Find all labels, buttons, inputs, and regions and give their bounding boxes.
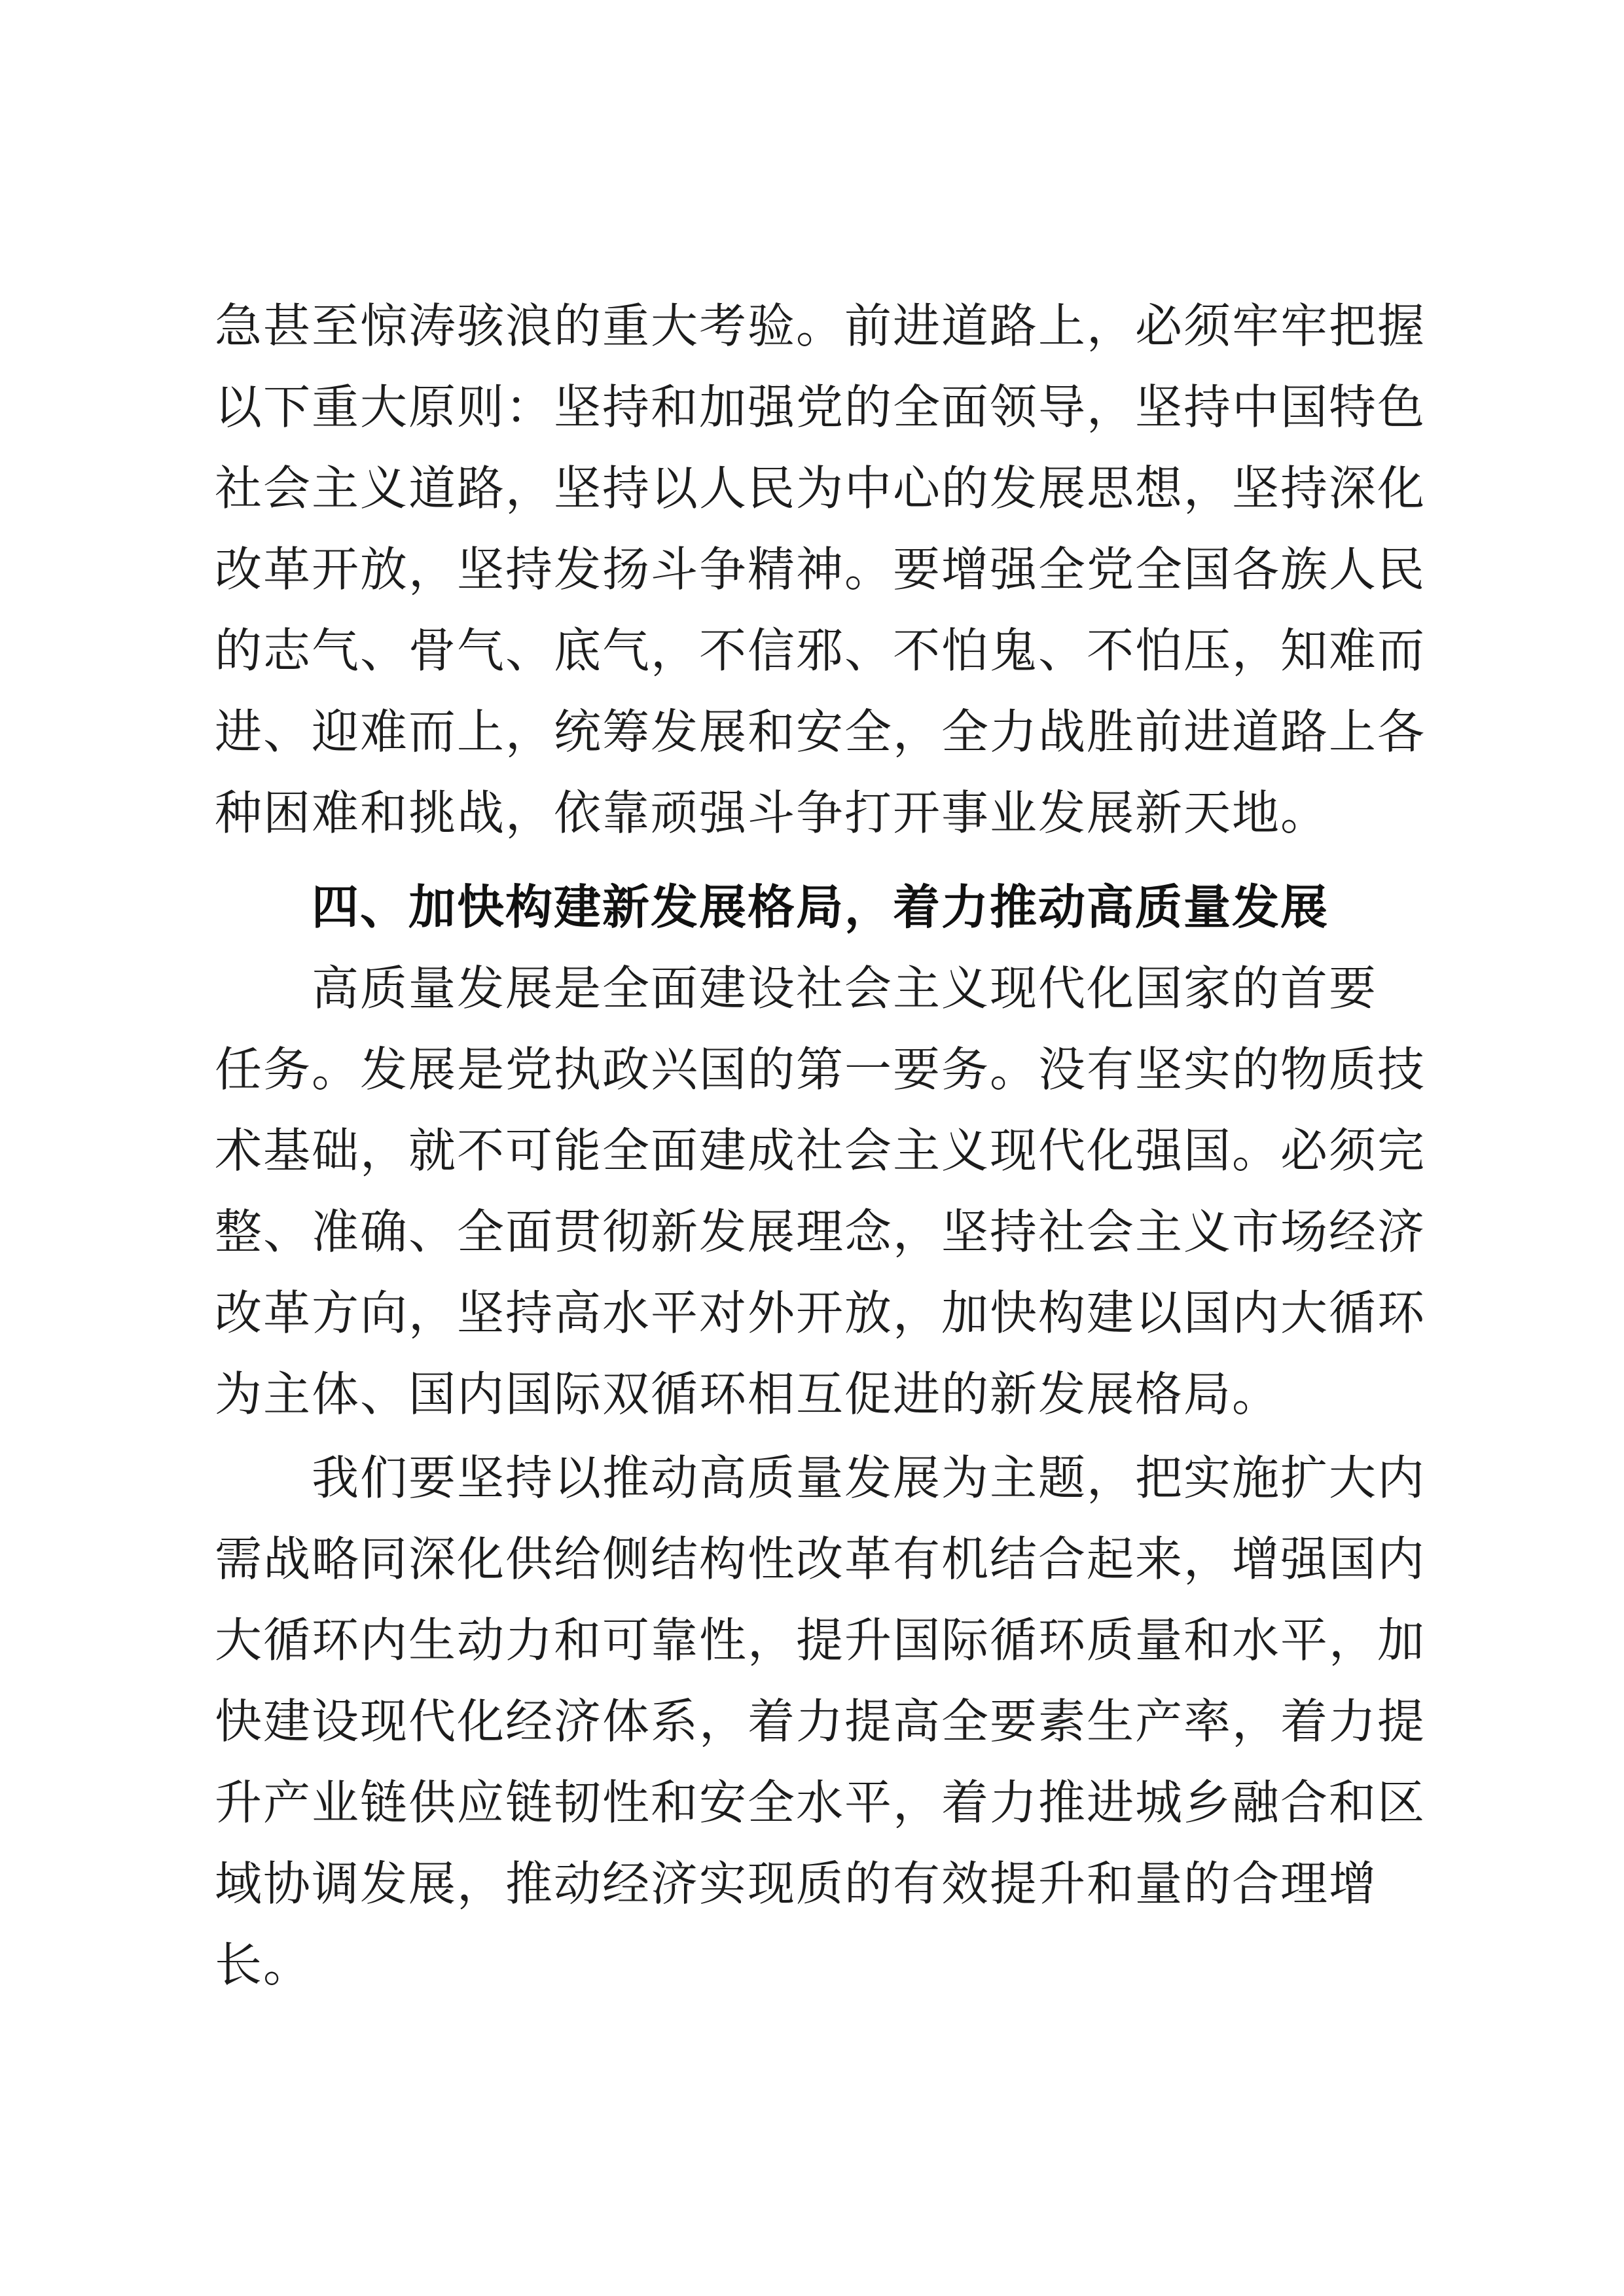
text-line: 进、迎难而上，统筹发展和安全，全力战胜前进道路上各 xyxy=(215,704,1426,759)
text-line: 整、准确、全面贯彻新发展理念，坚持社会主义市场经济 xyxy=(215,1204,1426,1259)
text-line: 以下重大原则：坚持和加强党的全面领导，坚持中国特色 xyxy=(215,380,1426,435)
text-line: 需战略同深化供给侧结构性改革有机结合起来，增强国内 xyxy=(215,1532,1426,1587)
text-line: 为主体、国内国际双循环相互促进的新发展格局。 xyxy=(215,1367,1281,1422)
text-line: 大循环内生动力和可靠性，提升国际循环质量和水平，加 xyxy=(215,1613,1426,1668)
text-line: 改革方向，坚持高水平对外开放，加快构建以国内大循环 xyxy=(215,1285,1426,1340)
text-line: 改革开放，坚持发扬斗争精神。要增强全党全国各族人民 xyxy=(215,542,1426,597)
text-line: 长。 xyxy=(215,1937,312,1992)
text-line: 快建设现代化经济体系，着力提高全要素生产率，着力提 xyxy=(215,1694,1426,1749)
text-line: 域协调发展，推动经济实现质的有效提升和量的合理增 xyxy=(215,1856,1378,1911)
section-heading: 四、加快构建新发展格局，着力推动高质量发展 xyxy=(312,880,1329,935)
text-line: 社会主义道路，坚持以人民为中心的发展思想，坚持深化 xyxy=(215,461,1426,516)
text-line: 高质量发展是全面建设社会主义现代化国家的首要 xyxy=(312,961,1378,1016)
text-line: 任务。发展是党执政兴国的第一要务。没有坚实的物质技 xyxy=(215,1042,1426,1097)
paragraph-continued xyxy=(215,285,1426,853)
text-line: 升产业链供应链韧性和安全水平，着力推进城乡融合和区 xyxy=(215,1775,1426,1830)
text-line: 急甚至惊涛骇浪的重大考验。前进道路上，必须牢牢把握 xyxy=(215,298,1426,353)
paragraph-2 xyxy=(215,948,1426,1435)
text-line: 种困难和挑战，依靠顽强斗争打开事业发展新天地。 xyxy=(215,785,1329,840)
text-line: 的志气、骨气、底气，不信邪、不怕鬼、不怕压，知难而 xyxy=(215,623,1426,678)
text-line: 我们要坚持以推动高质量发展为主题，把实施扩大内 xyxy=(312,1450,1426,1505)
paragraph-3 xyxy=(215,1437,1426,2005)
text-line: 术基础，就不可能全面建成社会主义现代化强国。必须完 xyxy=(215,1123,1426,1178)
